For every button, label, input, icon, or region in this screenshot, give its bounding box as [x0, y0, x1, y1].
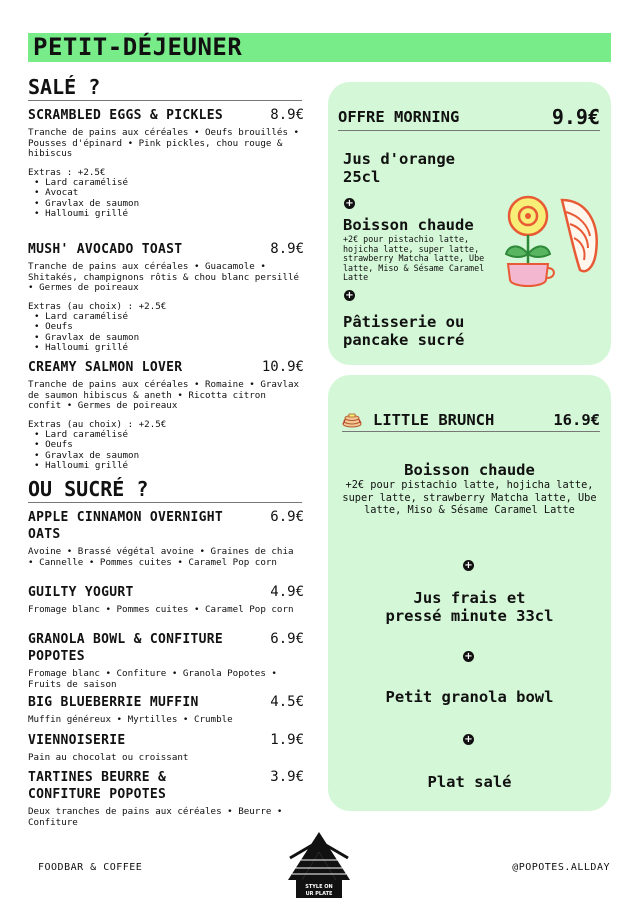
svg-text:UR PLATE: UR PLATE: [305, 891, 333, 897]
plus-icon: +: [345, 290, 354, 301]
brunch-title: LITTLE BRUNCH: [373, 411, 495, 429]
title-banner: [28, 33, 611, 62]
offer-line-pastry: Pâtisserie ou pancake sucré: [343, 313, 465, 349]
item-price: 4.9€: [270, 584, 304, 600]
extra-option: • Lard caramélisé: [34, 312, 304, 322]
menu-item: [28, 631, 304, 690]
extra-option: • Oeufs: [34, 322, 304, 332]
extras-title: Extras (au choix) : +2.5€: [28, 300, 167, 312]
extras-title: Extras (au choix) : +2.5€: [28, 418, 167, 430]
offer-line-hot-drink-detail: +2€ pour pistachio latte, hojicha latte, super latte, strawberry Matcha latte, Ube latte, Miso & Sésame Caramel Latte: [343, 234, 485, 282]
brunch-line-hot-drink: Boisson chaude: [404, 461, 535, 479]
extras-title: Extras : +2.5€: [28, 166, 106, 178]
menu-item: [28, 584, 304, 616]
extra-option: • Avocat: [34, 188, 304, 198]
item-description: Tranche de pains aux céréales • Romaine • Gravlax de saumon hibiscus & aneth • Ricotta citron confit • Germes de poireaux: [28, 379, 300, 412]
brunch-line-granola: Petit granola bowl: [385, 688, 554, 706]
section-title-sale: SALÉ ?: [28, 75, 302, 101]
item-description: Tranche de pains aux céréales • Guacamole • Shitakés, champignons rôtis & chou blanc persillé • Germes de poireaux: [28, 261, 300, 294]
item-name: GUILTY YOGURT: [28, 585, 134, 600]
offer-line-orange-juice: Jus d'orange 25cl: [343, 150, 455, 186]
svg-text:STYLE ON: STYLE ON: [305, 884, 333, 890]
item-price: 8.9€: [270, 107, 304, 123]
offer-header: [338, 107, 600, 131]
item-name: VIENNOISERIE: [28, 733, 126, 748]
extra-option: • Gravlax de saumon: [34, 451, 304, 461]
extra-option: • Halloumi grillé: [34, 209, 304, 219]
item-name: BIG BLUEBERRIE MUFFIN: [28, 695, 199, 710]
style-on-ur-plate-logo-icon: [286, 830, 352, 900]
plus-icon: +: [464, 734, 473, 745]
item-price: 8.9€: [270, 241, 304, 257]
brunch-line-juice: Jus frais et pressé minute 33cl: [385, 589, 554, 625]
flower-croissant-illustration-icon: [500, 192, 604, 296]
item-description: Avoine • Brassé végétal avoine • Graines de chia • Cannelle • Pommes cuites • Caramel Pop corn: [28, 546, 294, 568]
menu-item: [28, 769, 304, 828]
item-description: Tranche de pains aux céréales • Oeufs brouillés • Pousses d'épinard • Pink pickles, chou rouge & hibiscus: [28, 127, 300, 160]
item-description: Pain au chocolat ou croissant: [28, 752, 189, 763]
menu-item: [28, 359, 304, 471]
menu-item: [28, 107, 304, 219]
brunch-header: [342, 411, 600, 432]
menu-item: [28, 732, 304, 764]
item-price: 3.9€: [270, 769, 304, 785]
item-description: Fromage blanc • Confiture • Granola Popotes • Fruits de saison: [28, 668, 277, 690]
menu-item: [28, 509, 304, 568]
extra-option: • Gravlax de saumon: [34, 199, 304, 209]
extra-option: • Gravlax de saumon: [34, 333, 304, 343]
item-extras: [28, 168, 304, 219]
extra-option: • Halloumi grillé: [34, 461, 304, 471]
page-title: PETIT-DÉJEUNER: [33, 33, 243, 61]
item-name: APPLE CINNAMON OVERNIGHT OATS: [28, 510, 224, 542]
plus-icon: +: [464, 651, 473, 662]
item-price: 6.9€: [270, 509, 304, 525]
plus-icon: +: [464, 560, 473, 571]
extra-option: • Halloumi grillé: [34, 343, 304, 353]
item-price: 6.9€: [270, 631, 304, 647]
item-price: 10.9€: [261, 359, 304, 375]
item-description: Muffin généreux • Myrtilles • Crumble: [28, 714, 233, 725]
footer-tagline: FOODBAR & COFFEE: [38, 862, 143, 873]
section-title-sucre: OU SUCRÉ ?: [28, 477, 302, 503]
offer-price: 9.9€: [551, 105, 600, 129]
little-brunch-card: [328, 375, 611, 811]
extra-option: • Oeufs: [34, 440, 304, 450]
item-name: CREAMY SALMON LOVER: [28, 360, 183, 375]
item-name: MUSH' AVOCADO TOAST: [28, 242, 183, 257]
menu-item: [28, 241, 304, 353]
item-price: 4.5€: [270, 694, 304, 710]
item-name: GRANOLA BOWL & CONFITURE POPOTES: [28, 632, 224, 664]
menu-item: [28, 694, 304, 726]
extra-option: • Lard caramélisé: [34, 430, 304, 440]
offer-line-hot-drink: Boisson chaude: [343, 216, 474, 234]
offre-morning-card: [328, 82, 611, 365]
offer-title: OFFRE MORNING: [338, 108, 460, 126]
item-extras: [28, 302, 304, 353]
footer-instagram-handle: @POPOTES.ALLDAY: [512, 862, 610, 873]
brunch-price: 16.9€: [553, 411, 600, 429]
item-extras: [28, 420, 304, 471]
item-description: Deux tranches de pains aux céréales • Beurre • Confiture: [28, 806, 283, 828]
plus-icon: +: [345, 198, 354, 209]
pancake-icon: [342, 412, 362, 428]
brunch-line-savory: Plat salé: [427, 773, 512, 791]
item-description: Fromage blanc • Pommes cuites • Caramel Pop corn: [28, 604, 294, 615]
item-name: TARTINES BEURRE & CONFITURE POPOTES: [28, 770, 167, 802]
item-name: SCRAMBLED EGGS & PICKLES: [28, 108, 224, 123]
extra-option: • Lard caramélisé: [34, 178, 304, 188]
brunch-line-hot-drink-detail: +2€ pour pistachio latte, hojicha latte, super latte, strawberry Matcha latte, Ube latte, Miso & Sésame Caramel Latte: [342, 479, 597, 516]
item-price: 1.9€: [270, 732, 304, 748]
